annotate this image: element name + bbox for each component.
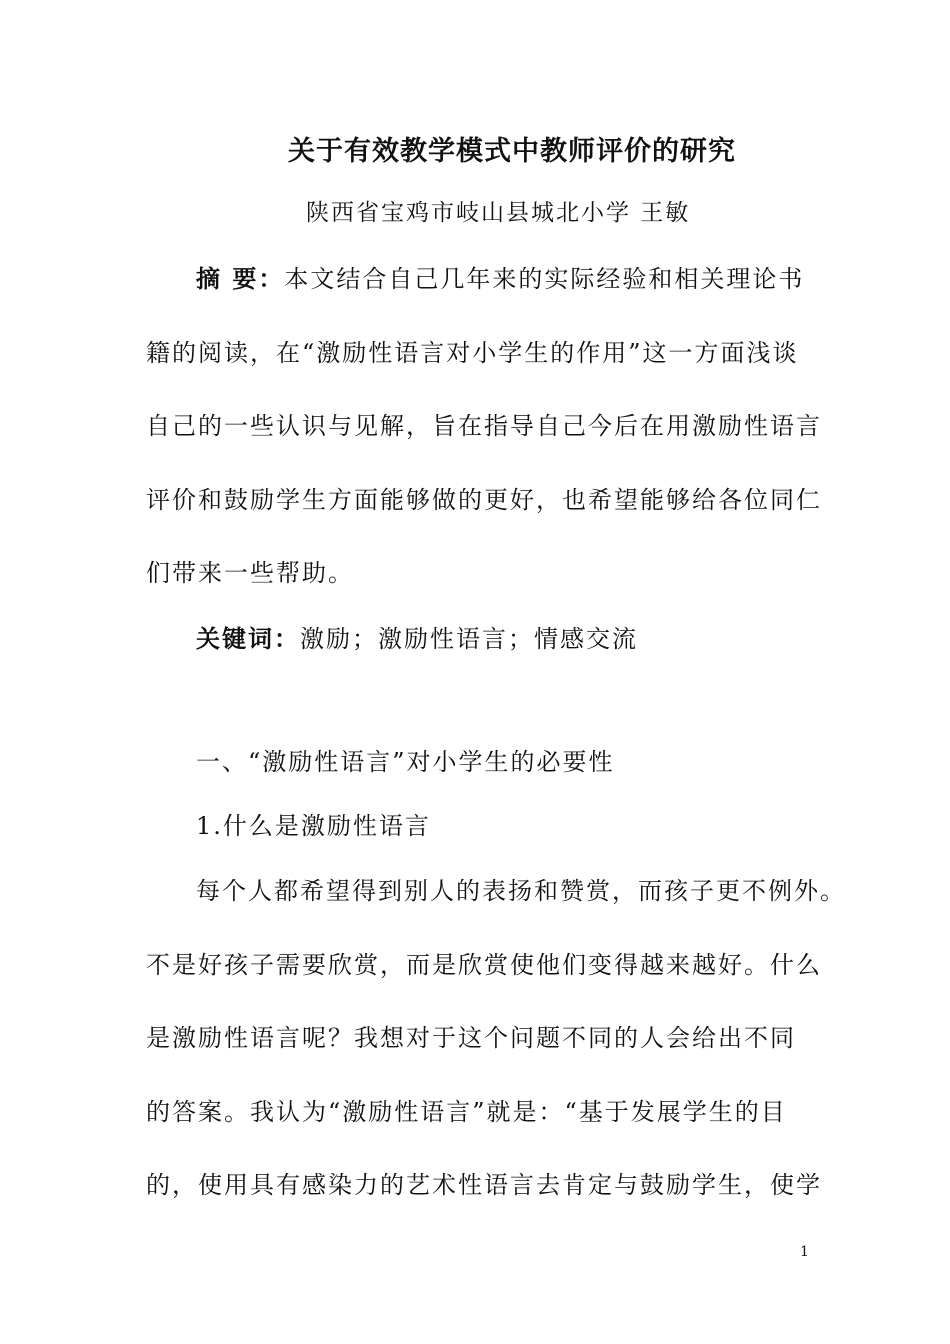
abstract-text-line: 评价和鼓励学生方面能够做的更好，也希望能够给各位同仁 xyxy=(146,486,822,514)
subsection-heading: 1.什么是激励性语言 xyxy=(196,812,431,840)
abstract-text-line: 籍的阅读，在“激励性语言对小学生的作用”这一方面浅谈 xyxy=(146,339,799,367)
abstract-text-line: 本文结合自己几年来的实际经验和相关理论书 xyxy=(284,265,805,293)
body-text-line: 的，使用具有感染力的艺术性语言去肯定与鼓励学生，使学 xyxy=(146,1171,822,1199)
abstract-text-line: 自己的一些认识与见解，旨在指导自己今后在用激励性语言 xyxy=(146,412,822,440)
keywords-label: 关键词： xyxy=(196,625,300,653)
page-number: 1 xyxy=(800,1244,809,1260)
abstract-first-line xyxy=(196,262,804,296)
body-text-line: 不是好孩子需要欣赏，而是欣赏使他们变得越来越好。什么 xyxy=(146,951,822,979)
abstract-text-line: 们带来一些帮助。 xyxy=(146,559,354,587)
body-text-line: 每个人都希望得到别人的表扬和赞赏，而孩子更不例外。 xyxy=(196,877,846,905)
body-text-line: 是激励性语言呢？我想对于这个问题不同的人会给出不同 xyxy=(146,1024,796,1052)
abstract-label: 摘 要： xyxy=(196,265,285,293)
keywords-text: 激励；激励性语言；情感交流 xyxy=(300,625,638,653)
keywords-line xyxy=(196,622,638,656)
document-title: 关于有效教学模式中教师评价的研究 xyxy=(288,136,736,167)
body-text-line: 的答案。我认为“激励性语言”就是：“基于发展学生的目 xyxy=(146,1098,787,1126)
author-line: 陕西省宝鸡市岐山县城北小学 王敏 xyxy=(306,200,691,226)
section-heading: 一、“激励性语言”对小学生的必要性 xyxy=(196,748,615,776)
